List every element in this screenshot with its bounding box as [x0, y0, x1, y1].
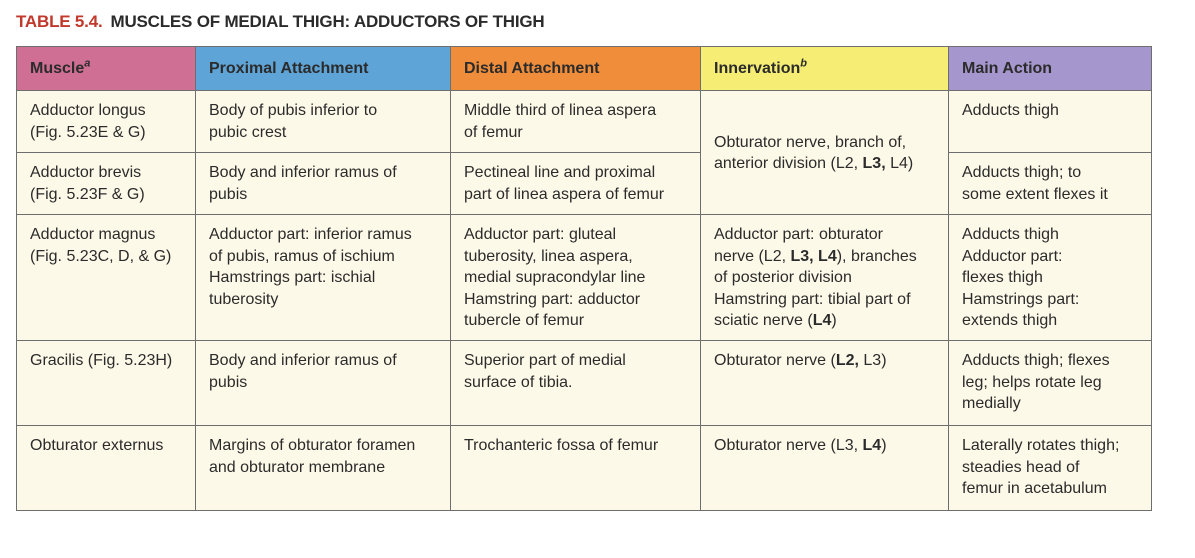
table-number: TABLE 5.4. — [16, 12, 103, 31]
header-distal-attachment: Distal Attachment — [451, 47, 701, 91]
action-cell: Adducts thigh Adductor part: flexes thigh Hamstrings part: extends thigh — [949, 215, 1152, 341]
table-title: MUSCLES OF MEDIAL THIGH: ADDUCTORS OF THIGH — [110, 12, 545, 31]
table-caption — [16, 12, 545, 32]
distal-cell: Adductor part: gluteal tuberosity, linea aspera, medial supracondylar line Hamstring part: adductor tubercle of femur — [451, 215, 701, 341]
distal-cell: Middle third of linea aspera of femur — [451, 91, 701, 153]
table-row — [17, 153, 1152, 215]
header-innervation — [701, 47, 949, 91]
innervation-cell: Adductor part: obturator nerve (L2, L3, L4), branches of posterior division Hamstring part: tibial part of sciatic nerve (L4) — [701, 215, 949, 341]
muscle-cell: Adductor longus (Fig. 5.23E & G) — [17, 91, 196, 153]
distal-cell: Trochanteric fossa of femur — [451, 426, 701, 511]
action-cell: Adducts thigh; flexes leg; helps rotate leg medially — [949, 341, 1152, 426]
table-row — [17, 91, 1152, 153]
proximal-cell: Margins of obturator foramen and obturator membrane — [196, 426, 451, 511]
header-muscle-label: Muscle — [30, 60, 85, 78]
muscle-cell: Obturator externus — [17, 426, 196, 511]
innervation-cell: Obturator nerve (L3, L4) — [701, 426, 949, 511]
header-muscle — [17, 47, 196, 91]
table-row — [17, 215, 1152, 341]
proximal-cell: Body and inferior ramus of pubis — [196, 341, 451, 426]
muscle-cell: Adductor magnus (Fig. 5.23C, D, & G) — [17, 215, 196, 341]
table-row — [17, 426, 1152, 511]
adductor-muscles-table — [16, 46, 1152, 511]
proximal-cell: Adductor part: inferior ramus of pubis, ramus of ischium Hamstrings part: ischial tuberosity — [196, 215, 451, 341]
footnote-a-marker: a — [84, 57, 91, 70]
proximal-cell: Body of pubis inferior to pubic crest — [196, 91, 451, 153]
distal-cell: Superior part of medial surface of tibia. — [451, 341, 701, 426]
action-cell: Adducts thigh — [949, 91, 1152, 153]
distal-cell: Pectineal line and proximal part of linea aspera of femur — [451, 153, 701, 215]
header-proximal-attachment: Proximal Attachment — [196, 47, 451, 91]
action-cell: Laterally rotates thigh; steadies head of femur in acetabulum — [949, 426, 1152, 511]
footnote-b-marker: b — [800, 57, 807, 70]
header-main-action: Main Action — [949, 47, 1152, 91]
muscle-cell: Adductor brevis (Fig. 5.23F & G) — [17, 153, 196, 215]
innervation-cell: Obturator nerve (L2, L3) — [701, 341, 949, 426]
action-cell: Adducts thigh; to some extent flexes it — [949, 153, 1152, 215]
proximal-cell: Body and inferior ramus of pubis — [196, 153, 451, 215]
header-row — [17, 47, 1152, 91]
table-row — [17, 341, 1152, 426]
header-innervation-label: Innervation — [714, 60, 801, 78]
muscle-cell: Gracilis (Fig. 5.23H) — [17, 341, 196, 426]
innervation-cell: Obturator nerve, branch of, anterior division (L2, L3, L4) — [701, 91, 949, 215]
